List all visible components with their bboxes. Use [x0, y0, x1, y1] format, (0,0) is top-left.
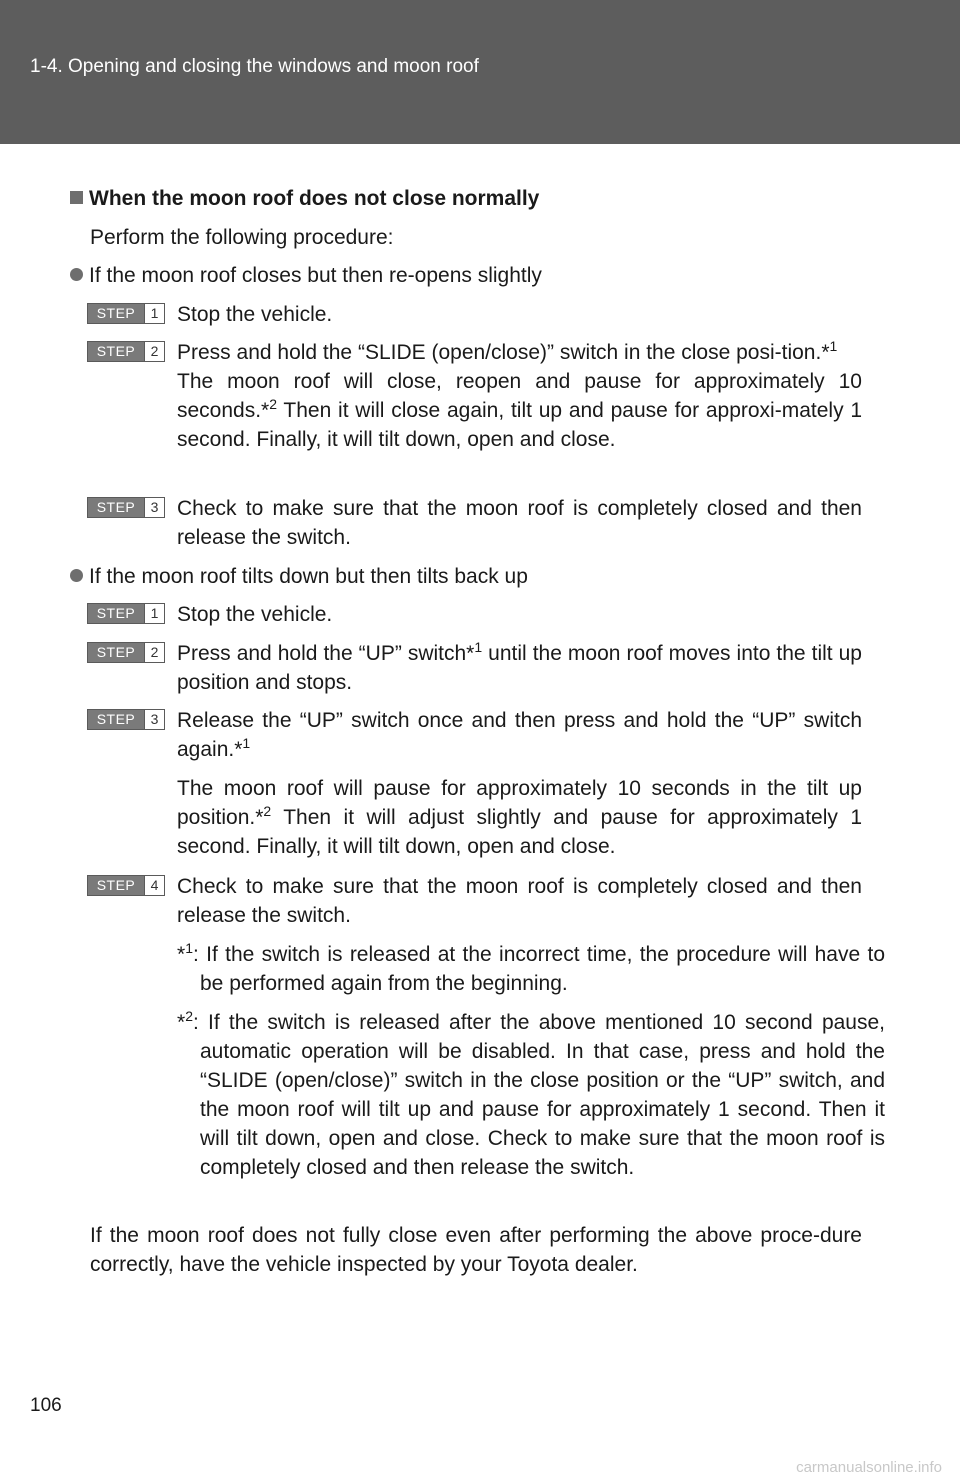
step-text: Release the “UP” switch once and then press and hold the “UP” switch again.*$^1$ The moon roof will pause for approximately 10 seconds in the tilt up position.*$^2$ Then it will adjust slightly and pause for approximately 1 second. Finally, it will tilt down, open and close.: [177, 709, 862, 858]
step-text: Press and hold the “UP” switch*$^1$ until the moon roof moves into the tilt up position and stops.: [177, 639, 862, 694]
watermark: carmanualsonline.info: [796, 1459, 942, 1476]
chapter-title: 1-4. Opening and closing the windows and moon roof: [30, 56, 479, 77]
intro-text: Perform the following procedure:: [90, 226, 394, 249]
step-text: Press and hold the “SLIDE (open/close)” switch in the close posi-tion.*$^1$ The moon roof will close, reopen and pause for approximately 10 seconds.*$^2$ Then it will close again, tilt up and pause for approxi-mately 1 second. Finally, it will tilt down, open and close.: [177, 338, 862, 451]
step-badge: STEP 4: [87, 875, 165, 896]
step-badge: STEP 2: [87, 642, 165, 663]
case2-heading: If the moon roof tilts down but then tilts back up: [70, 562, 528, 591]
closing-paragraph: If the moon roof does not fully close even after performing the above proce-dure correctly, have the vehicle inspected by your Toyota dealer.: [90, 1224, 862, 1276]
step-badge: STEP 1: [87, 603, 165, 624]
step-badge: STEP 3: [87, 709, 165, 730]
round-bullet-icon: [70, 268, 83, 281]
step-text: Check to make sure that the moon roof is completely closed and then release the switch.: [177, 875, 862, 927]
case1-heading: If the moon roof closes but then re-opens slightly: [70, 261, 542, 290]
section-heading: When the moon roof does not close normally: [70, 184, 539, 213]
page-number: 106: [30, 1395, 62, 1416]
step-badge: STEP 2: [87, 341, 165, 362]
step-text: Stop the vehicle.: [177, 603, 333, 626]
step-badge: STEP 1: [87, 303, 165, 324]
round-bullet-icon: [70, 569, 83, 582]
step-badge: STEP 3: [87, 497, 165, 518]
footnote: *$^1$: If the switch is released at the incorrect time, the procedure will have to be performed again from the beginning.: [177, 940, 885, 995]
footnote: *$^2$: If the switch is released after the above mentioned 10 second pause, automatic operation will be disabled. In that case, press and hold the “SLIDE (open/close)” switch in the close position or the “UP” switch, and the moon roof will tilt up and pause for approximately 1 second. Then it will tilt down, open and close. Check to make sure that the moon roof is completely closed and then release the switch.: [177, 1008, 885, 1179]
square-bullet-icon: [70, 191, 83, 204]
step-text: Stop the vehicle.: [177, 303, 333, 326]
step-text: Check to make sure that the moon roof is completely closed and then release the switch.: [177, 497, 862, 549]
page-header: [0, 0, 960, 144]
